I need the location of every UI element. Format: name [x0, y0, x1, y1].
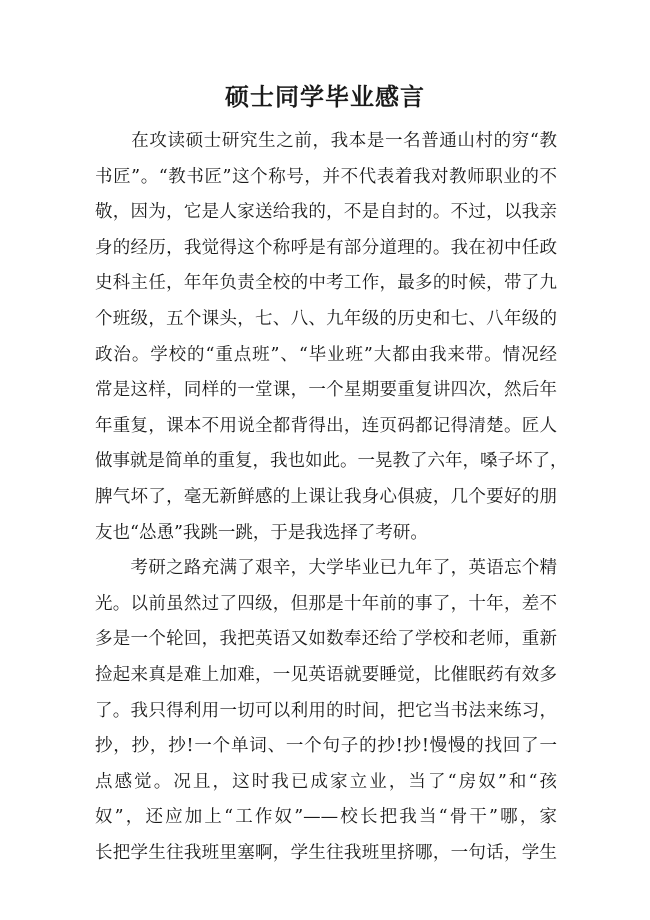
text-line: 个班级，五个课头，七、八、九年级的历史和七、八年级的 [95, 308, 557, 329]
text-line: 在攻读硕士研究生之前，我本是一名普通山村的穷“教 [95, 131, 557, 151]
text-line: 多是一个轮回，我把英语又如数奉还给了学校和老师，重新 [95, 629, 557, 650]
text-line: 敬，因为，它是人家送给我的，不是自封的。不过，以我亲 [95, 202, 557, 223]
text-line: 年重复，课本不用说全都背得出，连页码都记得清楚。匠人 [95, 415, 557, 436]
text-line: 政治。学校的“重点班”、“毕业班”大都由我来带。情况经 [95, 344, 557, 365]
text-line: 脾气坏了，毫无新鲜感的上课让我身心俱疲，几个要好的朋 [95, 486, 557, 507]
text-line: 抄，抄，抄!一个单词、一个句子的抄!抄!慢慢的找回了一 [95, 736, 557, 757]
text-line: 史科主任，年年负责全校的中考工作，最多的时候，带了九 [95, 273, 557, 294]
text-line: 奴”，还应加上“工作奴”——校长把我当“骨干”哪，家 [95, 807, 557, 828]
text-line: 友也“怂恿”我跳一跳，于是我选择了考研。 [95, 522, 428, 543]
text-line: 做事就是简单的重复，我也如此。一晃教了六年，嗓子坏了， [95, 451, 568, 472]
text-line: 身的经历，我觉得这个称呼是有部分道理的。我在初中任政 [95, 237, 557, 258]
text-line: 捡起来真是难上加难，一见英语就要睡觉，比催眠药有效多 [95, 664, 557, 685]
text-line: 光。以前虽然过了四级，但那是十年前的事了，十年，差不 [95, 593, 557, 614]
text-line: 长把学生往我班里塞啊，学生往我班里挤哪，一句话，学生 [95, 842, 557, 863]
text-line: 常是这样，同样的一堂课，一个星期要重复讲四次，然后年 [95, 380, 557, 401]
text-line: 考研之路充满了艰辛，大学毕业已九年了，英语忘个精 [95, 558, 557, 579]
text-line: 点感觉。况且，这时我已成家立业，当了“房奴”和“孩 [95, 771, 557, 792]
body-text [95, 124, 568, 871]
text-line: 书匠”。“教书匠”这个称号，并不代表着我对教师职业的不 [95, 166, 557, 187]
page-title: 硕士同学毕业感言 [225, 82, 425, 111]
text-line: 了。我只得利用一切可以利用的时间，把它当书法来练习， [95, 700, 557, 721]
